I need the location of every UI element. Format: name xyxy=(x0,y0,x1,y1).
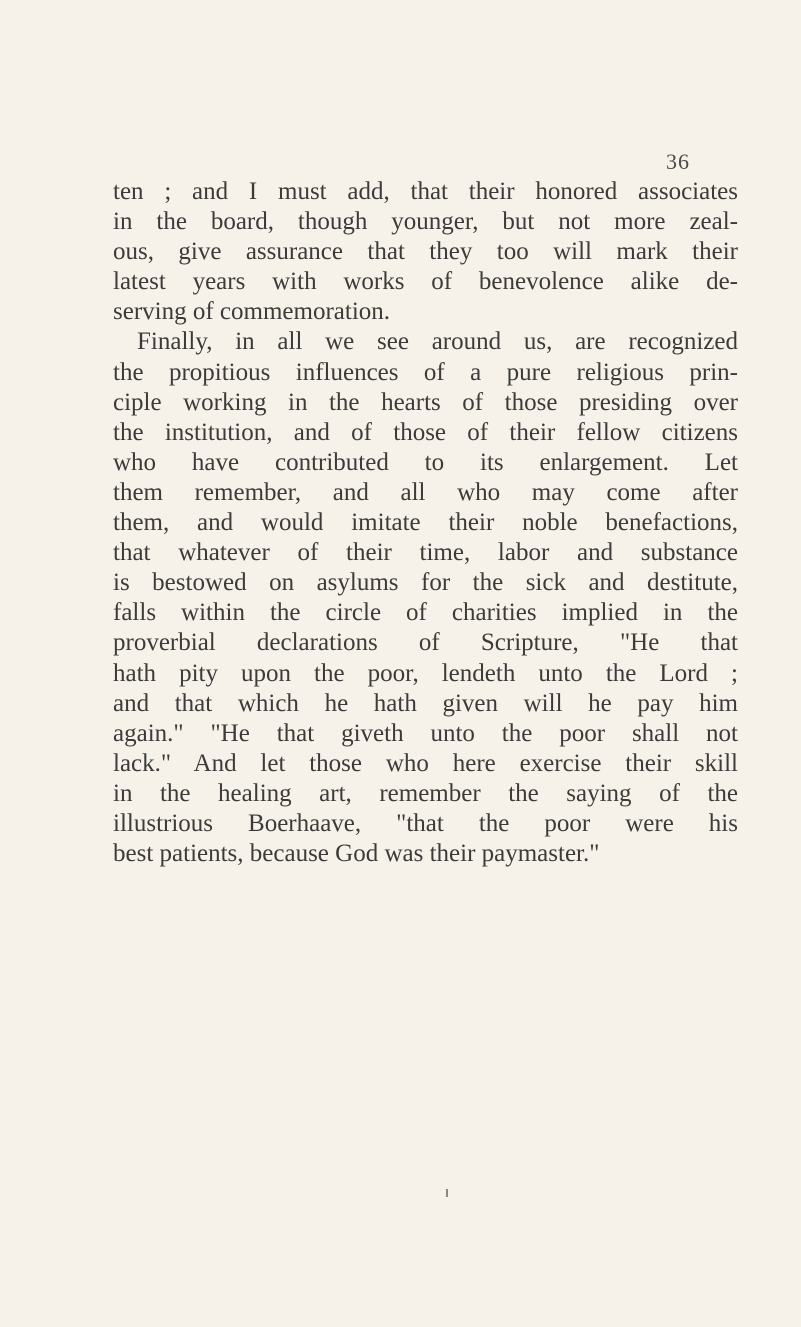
text-line: ciple working in the hearts of those presiding over xyxy=(113,388,738,416)
text-line: hath pity upon the poor, lendeth unto the Lord ; xyxy=(113,659,738,687)
text-line: illustrious Boerhaave, "that the poor were his xyxy=(113,809,738,837)
text-line: the propitious influences of a pure religious prin- xyxy=(113,358,738,386)
text-line: again." "He that giveth unto the poor shall not xyxy=(113,719,738,747)
body-text xyxy=(113,177,738,869)
text-line: latest years with works of benevolence alike de- xyxy=(113,268,738,296)
text-line: the institution, and of those of their fellow citizens xyxy=(113,418,738,446)
text-line: ous, give assurance that they too will mark their xyxy=(113,238,738,266)
scan-artifact xyxy=(446,1189,448,1197)
text-line: them, and would imitate their noble benefactions, xyxy=(113,509,738,537)
text-line: serving of commemoration. xyxy=(113,298,391,326)
text-line: falls within the circle of charities implied in the xyxy=(113,599,738,627)
text-line: best patients, because God was their paymaster." xyxy=(113,840,600,868)
text-line: that whatever of their time, labor and substance xyxy=(113,539,738,567)
page-number: 36 xyxy=(666,149,690,174)
text-line: is bestowed on asylums for the sick and destitute, xyxy=(113,569,738,597)
text-line: them remember, and all who may come after xyxy=(113,478,738,506)
text-line: lack." And let those who here exercise their skill xyxy=(113,749,738,777)
text-line: in the board, though younger, but not more zeal- xyxy=(113,208,738,236)
text-line: in the healing art, remember the saying of the xyxy=(113,779,738,807)
text-line: ten ; and I must add, that their honored associates xyxy=(113,178,738,205)
text-line: proverbial declarations of Scripture, "He that xyxy=(113,629,738,657)
text-line: who have contributed to its enlargement. Let xyxy=(113,448,738,476)
text-line: Finally, in all we see around us, are recognized xyxy=(137,328,738,356)
text-line: and that which he hath given will he pay him xyxy=(113,689,738,717)
